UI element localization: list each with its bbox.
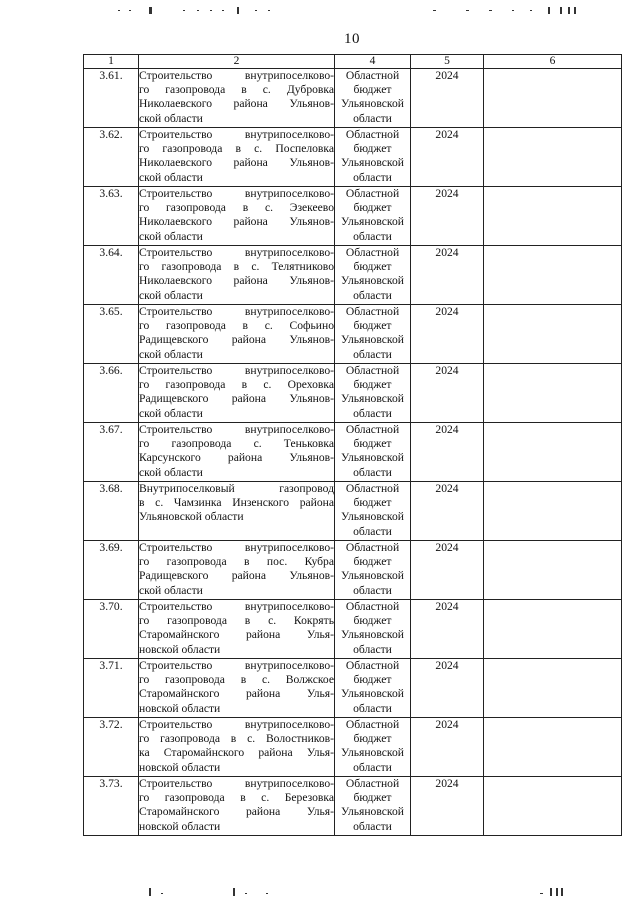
scan-marks-top [0, 4, 640, 18]
row-description [139, 305, 335, 364]
description-line: ской области [139, 229, 203, 243]
row-funding-source [335, 659, 411, 718]
row-description [139, 659, 335, 718]
description-line: Радищевского района Ульянов- [139, 333, 334, 347]
plan-table [83, 54, 622, 836]
row-description [139, 777, 335, 836]
description-line: Старомайнского района Улья- [139, 687, 334, 701]
header-col-6: 6 [484, 55, 622, 69]
row-funding-source [335, 541, 411, 600]
description-line: го газопровода в пос. Кубра [139, 555, 334, 569]
table-row [84, 305, 622, 364]
funding-source-line: бюджет [353, 201, 392, 215]
table-row [84, 246, 622, 305]
funding-source-line: Областной [345, 69, 400, 82]
row-year: 2024 [411, 718, 484, 777]
row-description [139, 187, 335, 246]
row-year: 2024 [411, 69, 484, 128]
row-description [139, 364, 335, 423]
row-year: 2024 [411, 364, 484, 423]
table-row [84, 659, 622, 718]
funding-source-line: бюджет [353, 378, 392, 392]
funding-source-line: Областной [345, 364, 400, 377]
description-line: Николаевского района Ульянов- [139, 156, 334, 170]
funding-source-line: области [353, 701, 392, 715]
row-number: 3.65. [84, 305, 139, 364]
funding-source-line: области [353, 583, 392, 597]
table-header-row [84, 55, 622, 69]
row-year: 2024 [411, 187, 484, 246]
description-line: ской области [139, 583, 203, 597]
description-line: новской области [139, 819, 221, 833]
funding-source-line: Ульяновской [341, 392, 404, 406]
funding-source-line: бюджет [353, 83, 392, 97]
funding-source-line: Ульяновской [341, 510, 404, 524]
row-year: 2024 [411, 246, 484, 305]
funding-source-line: Областной [345, 246, 400, 259]
description-line: го газопровода в с. Березовка [139, 791, 334, 805]
row-description [139, 718, 335, 777]
funding-source-line: Областной [345, 423, 400, 436]
description-line: го газопровода в с. Поспеловка [139, 142, 334, 156]
row-year: 2024 [411, 482, 484, 541]
description-line: ской области [139, 288, 203, 302]
description-line: в с. Чамзинка Инзенского района [139, 496, 334, 510]
funding-source-line: области [353, 406, 392, 420]
row-number: 3.61. [84, 69, 139, 128]
funding-source-line: Ульяновской [341, 569, 404, 583]
row-year: 2024 [411, 777, 484, 836]
funding-source-line: бюджет [353, 673, 392, 687]
funding-source-line: Областной [345, 541, 400, 554]
funding-source-line: бюджет [353, 319, 392, 333]
row-funding-source [335, 777, 411, 836]
row-note [484, 541, 622, 600]
table-row [84, 482, 622, 541]
description-line: новской области [139, 701, 221, 715]
row-year: 2024 [411, 128, 484, 187]
funding-source-line: Ульяновской [341, 274, 404, 288]
row-note [484, 246, 622, 305]
description-line: Строительство внутрипоселково- [139, 246, 334, 259]
description-line: Николаевского района Ульянов- [139, 215, 334, 229]
funding-source-line: области [353, 760, 392, 774]
table-body [84, 69, 622, 836]
funding-source-line: области [353, 111, 392, 125]
row-funding-source [335, 69, 411, 128]
description-line: ской области [139, 406, 203, 420]
funding-source-line: бюджет [353, 437, 392, 451]
description-line: Строительство внутрипоселково- [139, 128, 334, 141]
description-line: го газопровода в с. Волостников- [139, 732, 334, 746]
row-funding-source [335, 305, 411, 364]
header-col-4: 4 [335, 55, 411, 69]
funding-source-line: Областной [345, 128, 400, 141]
row-note [484, 187, 622, 246]
description-line: Строительство внутрипоселково- [139, 423, 334, 436]
funding-source-line: Ульяновской [341, 156, 404, 170]
table-row [84, 777, 622, 836]
row-number: 3.71. [84, 659, 139, 718]
funding-source-line: Областной [345, 482, 400, 495]
row-description [139, 246, 335, 305]
description-line: Николаевского района Ульянов- [139, 97, 334, 111]
description-line: го газопровода в с. Софьино [139, 319, 334, 333]
row-funding-source [335, 600, 411, 659]
description-line: Строительство внутрипоселково- [139, 600, 334, 613]
row-number: 3.62. [84, 128, 139, 187]
description-line: ской области [139, 347, 203, 361]
row-year: 2024 [411, 423, 484, 482]
row-note [484, 482, 622, 541]
funding-source-line: бюджет [353, 614, 392, 628]
description-line: Строительство внутрипоселково- [139, 541, 334, 554]
description-line: Строительство внутрипоселково- [139, 364, 334, 377]
funding-source-line: бюджет [353, 555, 392, 569]
row-note [484, 69, 622, 128]
description-line: Строительство внутрипоселково- [139, 305, 334, 318]
description-line: Внутрипоселковый газопровод [139, 482, 334, 495]
funding-source-line: бюджет [353, 260, 392, 274]
funding-source-line: Ульяновской [341, 97, 404, 111]
funding-source-line: области [353, 347, 392, 361]
funding-source-line: Ульяновской [341, 746, 404, 760]
description-line: ской области [139, 111, 203, 125]
row-description [139, 600, 335, 659]
row-note [484, 128, 622, 187]
funding-source-line: Областной [345, 305, 400, 318]
row-number: 3.66. [84, 364, 139, 423]
row-note [484, 659, 622, 718]
row-description [139, 482, 335, 541]
row-year: 2024 [411, 659, 484, 718]
row-funding-source [335, 246, 411, 305]
row-funding-source [335, 128, 411, 187]
row-note [484, 600, 622, 659]
row-year: 2024 [411, 305, 484, 364]
funding-source-line: Областной [345, 187, 400, 200]
description-line: ской области [139, 465, 203, 479]
funding-source-line: области [353, 642, 392, 656]
funding-source-line: Ульяновской [341, 805, 404, 819]
row-note [484, 364, 622, 423]
row-funding-source [335, 364, 411, 423]
header-col-1: 1 [84, 55, 139, 69]
table-row [84, 423, 622, 482]
funding-source-line: Областной [345, 718, 400, 731]
funding-source-line: области [353, 229, 392, 243]
funding-source-line: области [353, 524, 392, 538]
row-description [139, 423, 335, 482]
row-description [139, 128, 335, 187]
row-year: 2024 [411, 600, 484, 659]
description-line: Старомайнского района Улья- [139, 805, 334, 819]
row-note [484, 777, 622, 836]
row-number: 3.63. [84, 187, 139, 246]
funding-source-line: области [353, 819, 392, 833]
table-row [84, 718, 622, 777]
row-number: 3.72. [84, 718, 139, 777]
row-number: 3.73. [84, 777, 139, 836]
description-line: Строительство внутрипоселково- [139, 187, 334, 200]
funding-source-line: области [353, 170, 392, 184]
description-line: новской области [139, 642, 221, 656]
row-funding-source [335, 187, 411, 246]
description-line: ской области [139, 170, 203, 184]
row-note [484, 305, 622, 364]
description-line: Строительство внутрипоселково- [139, 718, 334, 731]
table-row [84, 128, 622, 187]
row-description [139, 69, 335, 128]
description-line: Николаевского района Ульянов- [139, 274, 334, 288]
table-row [84, 600, 622, 659]
description-line: Радищевского района Ульянов- [139, 569, 334, 583]
description-line: го газопровода с. Теньковка [139, 437, 334, 451]
funding-source-line: Ульяновской [341, 333, 404, 347]
description-line: го газопровода в с. Эзекеево [139, 201, 334, 215]
row-note [484, 718, 622, 777]
description-line: ка Старомайнского района Улья- [139, 746, 334, 760]
row-funding-source [335, 482, 411, 541]
table-row [84, 541, 622, 600]
description-line: новской области [139, 760, 221, 774]
description-line: Ульяновской области [139, 510, 244, 524]
row-number: 3.67. [84, 423, 139, 482]
funding-source-line: бюджет [353, 142, 392, 156]
funding-source-line: Ульяновской [341, 628, 404, 642]
description-line: Радищевского района Ульянов- [139, 392, 334, 406]
table-row [84, 69, 622, 128]
row-number: 3.68. [84, 482, 139, 541]
description-line: Карсунского района Ульянов- [139, 451, 334, 465]
description-line: Старомайнского района Улья- [139, 628, 334, 642]
description-line: Строительство внутрипоселково- [139, 69, 334, 82]
funding-source-line: бюджет [353, 732, 392, 746]
description-line: Строительство внутрипоселково- [139, 777, 334, 790]
funding-source-line: Ульяновской [341, 215, 404, 229]
description-line: Строительство внутрипоселково- [139, 659, 334, 672]
funding-source-line: области [353, 465, 392, 479]
header-col-5: 5 [411, 55, 484, 69]
row-year: 2024 [411, 541, 484, 600]
row-number: 3.64. [84, 246, 139, 305]
table-row [84, 187, 622, 246]
page-number: 10 [344, 31, 360, 47]
funding-source-line: области [353, 288, 392, 302]
funding-source-line: Областной [345, 659, 400, 672]
description-line: го газопровода в с. Волжское [139, 673, 334, 687]
funding-source-line: бюджет [353, 791, 392, 805]
description-line: го газопровода в с. Дубровка [139, 83, 334, 97]
description-line: го газопровода в с. Кокрять [139, 614, 334, 628]
row-number: 3.69. [84, 541, 139, 600]
row-note [484, 423, 622, 482]
row-funding-source [335, 423, 411, 482]
funding-source-line: Областной [345, 777, 400, 790]
funding-source-line: Ульяновской [341, 687, 404, 701]
row-funding-source [335, 718, 411, 777]
description-line: го газопровода в с. Ореховка [139, 378, 334, 392]
table-row [84, 364, 622, 423]
funding-source-line: бюджет [353, 496, 392, 510]
funding-source-line: Областной [345, 600, 400, 613]
row-description [139, 541, 335, 600]
description-line: го газопровода в с. Телятниково [139, 260, 334, 274]
header-col-2: 2 [139, 55, 335, 69]
row-number: 3.70. [84, 600, 139, 659]
funding-source-line: Ульяновской [341, 451, 404, 465]
scan-marks-bottom [0, 885, 640, 899]
